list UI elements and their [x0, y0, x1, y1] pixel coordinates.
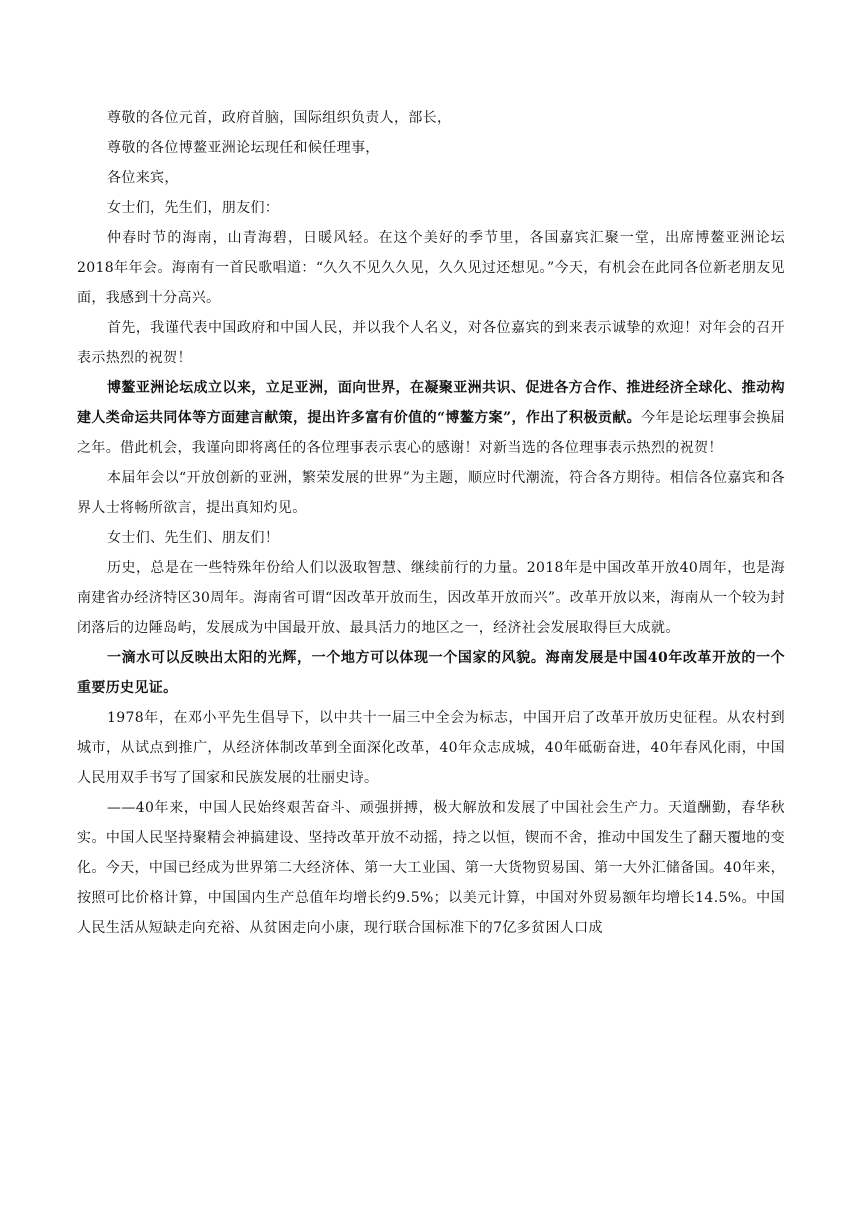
paragraph-welcome: 首先，我谨代表中国政府和中国人民，并以我个人名义，对各位嘉宾的到来表示诚挚的欢迎！对年会的召开表示热烈的祝贺！ — [77, 320, 785, 366]
paragraph-theme: 本届年会以“开放创新的亚洲，繁荣发展的世界”为主题，顺应时代潮流，符合各方期待。相信各位嘉宾和各界人士将畅所欲言，提出真知灼见。 — [77, 470, 785, 516]
salutation-audience: 女士们，先生们，朋友们： — [107, 200, 280, 216]
paragraph-hainan-witness — [77, 643, 785, 703]
paragraph-opening: 仲春时节的海南，山青海碧，日暖风轻。在这个美好的季节里，各国嘉宾汇聚一堂，出席博鳌亚洲论坛2018年年会。海南有一首民歌唱道：“久久不见久久见，久久见过还想见。”今天，有机会在此同各位新老朋友见面，我感到十分高兴。 — [77, 230, 785, 306]
highlight-hainan-witness: 一滴水可以反映出太阳的光辉，一个地方可以体现一个国家的风貌。海南发展是中国40年改革开放的一个重要历史见证。 — [77, 650, 785, 696]
paragraph-forum-contribution — [77, 373, 785, 463]
paragraph-history: 历史，总是在一些特殊年份给人们以汲取智慧、继续前行的力量。2018年是中国改革开放40周年，也是海南建省办经济特区30周年。海南省可谓“因改革开放而生，因改革开放而兴”。改革开放以来，海南从一个较为封闭落后的边陲岛屿，发展成为中国最开放、最具活力的地区之一，经济社会发展取得巨大成就。 — [77, 560, 785, 636]
speech-text — [77, 103, 785, 943]
paragraph-40-years: ——40年来，中国人民始终艰苦奋斗、顽强拼搏，极大解放和发展了中国社会生产力。天道酬勤，春华秋实。中国人民坚持聚精会神搞建设、坚持改革开放不动摇，持之以恒，锲而不舍，推动中国发生了翻天覆地的变化。今天，中国已经成为世界第二大经济体、第一大工业国、第一大货物贸易国、第一大外汇储备国。40年来，按照可比价格计算，中国国内生产总值年均增长约9.5%；以美元计算，中国对外贸易额年均增长14.5%。中国人民生活从短缺走向充裕、从贫困走向小康，现行联合国标准下的7亿多贫困人口成 — [77, 800, 785, 936]
salutation-leaders: 尊敬的各位元首，政府首脑，国际组织负责人，部长， — [107, 110, 452, 126]
highlight-forum-contribution: 博鳌亚洲论坛成立以来，立足亚洲，面向世界，在凝聚亚洲共识、促进各方合作、推进经济全球化、推动构建人类命运共同体等方面建言献策，提出许多富有价值的“博鳌方案”，作出了积极贡献。 — [77, 380, 785, 426]
paragraph-1978: 1978年，在邓小平先生倡导下，以中共十一届三中全会为标志，中国开启了改革开放历史征程。从农村到城市，从试点到推广，从经济体制改革到全面深化改革，40年众志成城，40年砥砺奋进，40年春风化雨，中国人民用双手书写了国家和民族发展的壮丽史诗。 — [77, 710, 785, 786]
salutation-council: 尊敬的各位博鳌亚洲论坛现任和候任理事， — [107, 140, 380, 156]
salutation-guests: 各位来宾， — [107, 170, 179, 186]
paragraph-forum-contribution-rest: 今年是论坛理事会换届之年。借此机会，我谨向即将离任的各位理事表示衷心的感谢！对新当选的各位理事表示热烈的祝贺！ — [77, 410, 786, 456]
salutation-audience-2: 女士们、先生们、朋友们！ — [107, 530, 280, 546]
